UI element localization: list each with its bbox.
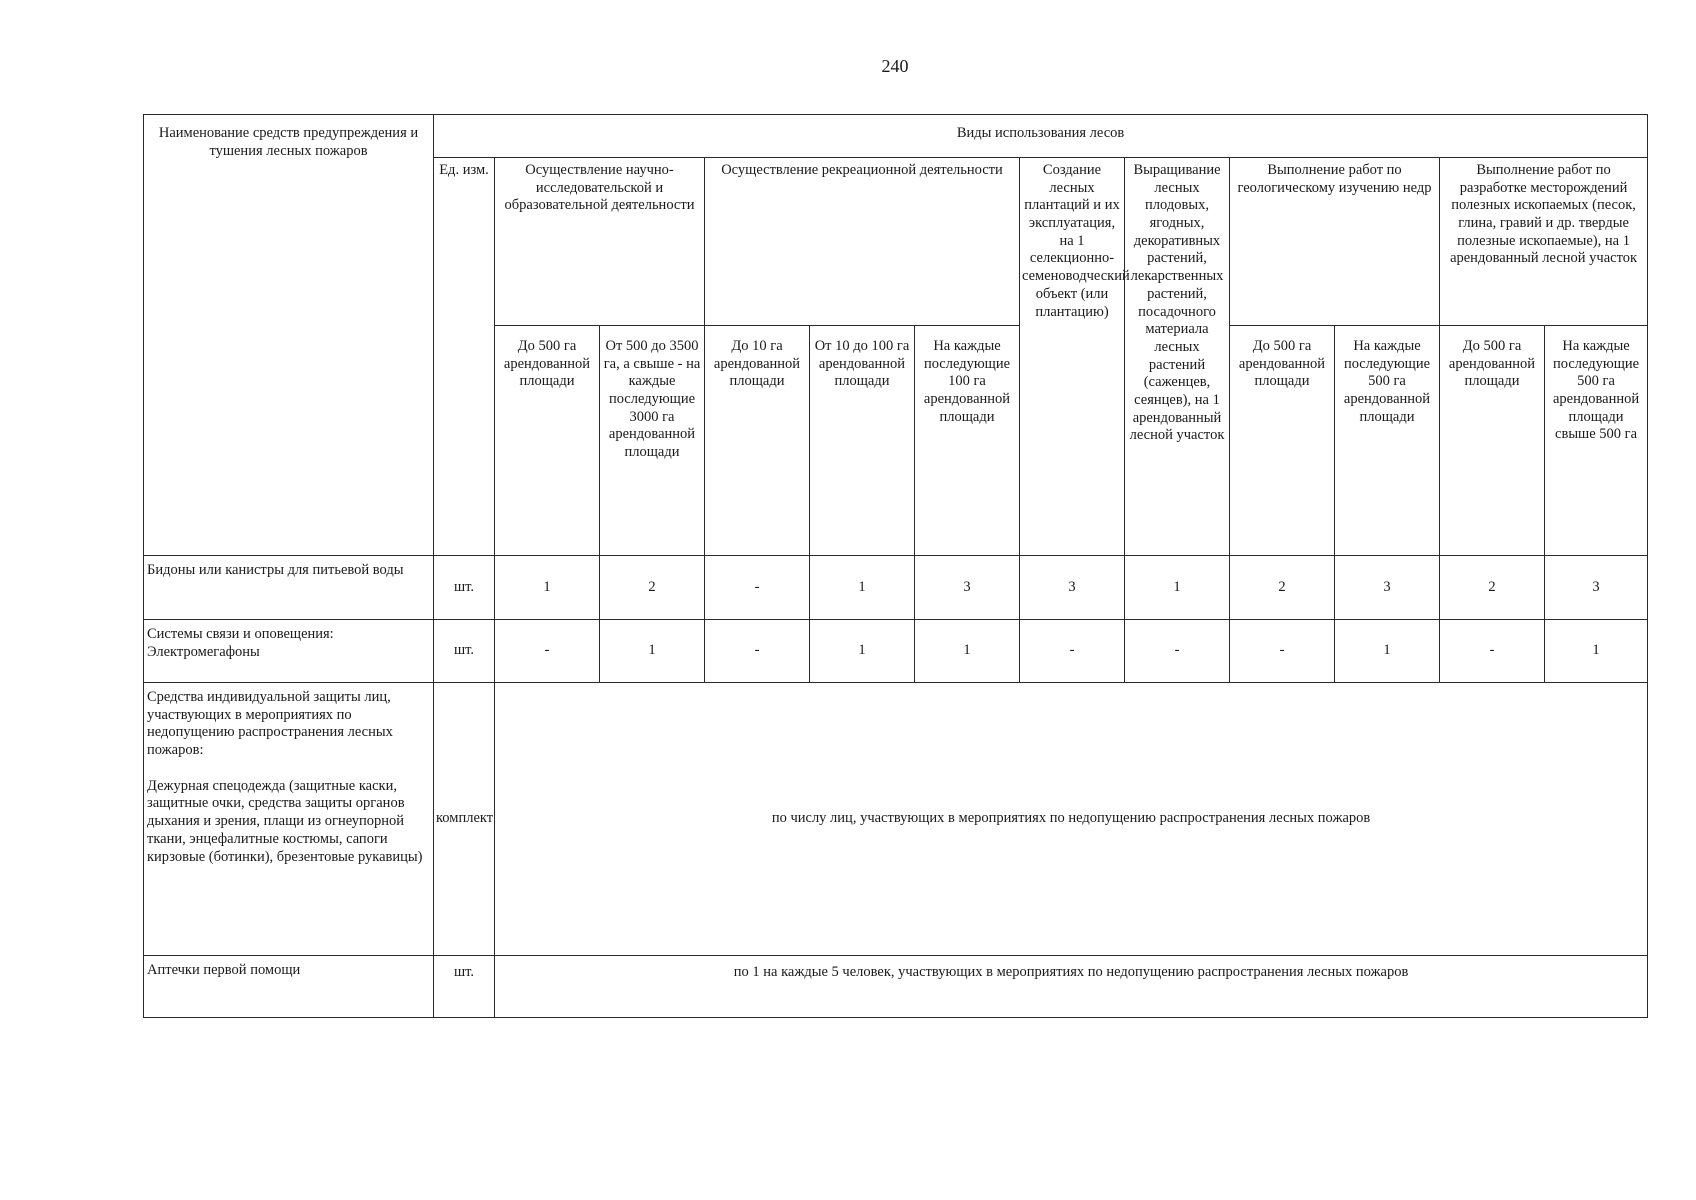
row-name: Системы связи и оповещения: Электромегафоны — [144, 620, 434, 683]
cell-value: - — [495, 620, 600, 683]
header-sub-geology-2: На каждые последующие 500 га арендованной площади — [1335, 326, 1440, 556]
table-row — [144, 556, 1648, 620]
forest-fire-equipment-table — [143, 114, 1648, 1018]
cell-value: 3 — [1335, 556, 1440, 620]
cell-value: - — [1125, 620, 1230, 683]
header-type-mining: Выполнение работ по разработке месторождений полезных ископаемых (песок, глина, гравий и др. твердые полезные ископаемые), на 1 арендованный лесной участок — [1440, 158, 1648, 326]
table-row — [144, 683, 1648, 956]
cell-value: 3 — [1545, 556, 1648, 620]
row-name: Бидоны или канистры для питьевой воды — [144, 556, 434, 620]
cell-value: 2 — [1440, 556, 1545, 620]
cell-value: 1 — [915, 620, 1020, 683]
cell-value: - — [705, 556, 810, 620]
cell-value: 1 — [1545, 620, 1648, 683]
cell-value: 1 — [810, 620, 915, 683]
header-sub-research-1: До 500 га арендованной площади — [495, 326, 600, 556]
header-type-recreation: Осуществление рекреационной деятельности — [705, 158, 1020, 326]
cell-value: 1 — [810, 556, 915, 620]
cell-value: - — [705, 620, 810, 683]
cell-value: 2 — [600, 556, 705, 620]
row-unit: шт. — [434, 956, 495, 1018]
header-type-plantations: Создание лесных плантаций и их эксплуатация, на 1 селекционно-семеноводческий объект (или плантацию) — [1020, 158, 1125, 556]
header-sub-recreation-3: На каждые последующие 100 га арендованной площади — [915, 326, 1020, 556]
cell-value: 3 — [1020, 556, 1125, 620]
header-sub-geology-1: До 500 га арендованной площади — [1230, 326, 1335, 556]
cell-value: - — [1020, 620, 1125, 683]
header-sub-mining-2: На каждые последующие 500 га арендованной площади свыше 500 га — [1545, 326, 1648, 556]
cell-value: 3 — [915, 556, 1020, 620]
table-row — [144, 956, 1648, 1018]
cell-value: 1 — [1335, 620, 1440, 683]
header-type-geology: Выполнение работ по геологическому изучению недр — [1230, 158, 1440, 326]
header-unit: Ед. изм. — [434, 158, 495, 556]
cell-value: 2 — [1230, 556, 1335, 620]
row-name-ppe — [144, 683, 434, 956]
row-unit: шт. — [434, 556, 495, 620]
header-usage-types: Виды использования лесов — [434, 115, 1648, 158]
header-type-cultivation: Выращивание лесных плодовых, ягодных, декоративных растений, лекарственных растений, посадочного материала лесных растений (саженцев, сеянцев), на 1 арендованный лесной участок — [1125, 158, 1230, 556]
ppe-detail: Дежурная спецодежда (защитные каски, защитные очки, средства защиты органов дыхания и зрения, плащи из огнеупорной ткани, энцефалитные костюмы, сапоги кирзовые (ботинки), брезентовые рукавицы) — [147, 777, 423, 865]
page-number: 240 — [881, 56, 909, 76]
row-name: Аптечки первой помощи — [144, 956, 434, 1018]
cell-value: 1 — [1125, 556, 1230, 620]
merged-value: по числу лиц, участвующих в мероприятиях по недопущению распространения лесных пожаров — [495, 683, 1648, 956]
cell-value: 1 — [600, 620, 705, 683]
row-unit: комплект — [434, 683, 495, 956]
ppe-intro: Средства индивидуальной защиты лиц, участвующих в мероприятиях по недопущению распространения лесных пожаров: — [147, 689, 393, 759]
cell-value: 1 — [495, 556, 600, 620]
header-sub-research-2: От 500 до 3500 га, а свыше - на каждые последующие 3000 га арендованной площади — [600, 326, 705, 556]
header-sub-mining-1: До 500 га арендованной площади — [1440, 326, 1545, 556]
merged-value: по 1 на каждые 5 человек, участвующих в мероприятиях по недопущению распространения лесных пожаров — [495, 956, 1648, 1018]
header-sub-recreation-2: От 10 до 100 га арендованной площади — [810, 326, 915, 556]
row-unit: шт. — [434, 620, 495, 683]
table-row — [144, 620, 1648, 683]
header-name-column: Наименование средств предупреждения и тушения лесных пожаров — [144, 115, 434, 556]
header-sub-recreation-1: До 10 га арендованной площади — [705, 326, 810, 556]
cell-value: - — [1230, 620, 1335, 683]
header-type-research: Осуществление научно-исследовательской и образовательной деятельности — [495, 158, 705, 326]
cell-value: - — [1440, 620, 1545, 683]
